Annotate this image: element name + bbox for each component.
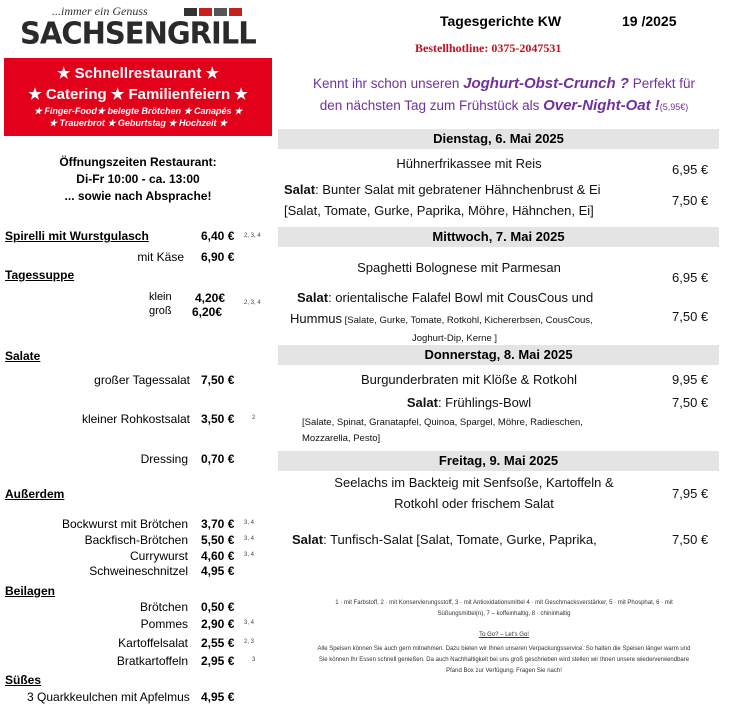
menu-beilagen-item-price: 2,90 € xyxy=(201,617,235,631)
menu-ausserdem-item-name: Schweineschnitzel xyxy=(89,564,188,578)
menu-beilagen-item-name: Kartoffelsalat xyxy=(118,636,188,650)
menu-ausserdem-item-price: 4,60 € xyxy=(201,549,235,563)
day-salad xyxy=(292,532,597,547)
day-header: Donnerstag, 8. Mai 2025 xyxy=(278,345,719,365)
day-dish-price: 7,95 € xyxy=(672,486,709,501)
menu-suesses-item-price: 4,95 € xyxy=(201,690,235,704)
menu-kaese-price: 6,90 € xyxy=(201,250,235,264)
togo-note-line: Sie können Ihr Essen schnell genießen. Da auch Nachhaltigkeit bei uns groß geschrieben wird stellen wir Ihnen unsere wiederverwendbare xyxy=(318,657,690,663)
opening-hours-time: Di-Fr 10:00 - ca. 13:00 xyxy=(76,172,200,186)
menu-beilagen-item-name: Brötchen xyxy=(139,600,188,614)
menu-tagessuppe-klein-price: 4,20€ xyxy=(195,291,226,305)
menu-tagessuppe-heading: Tagessuppe xyxy=(5,268,75,282)
day-header: Mittwoch, 7. Mai 2025 xyxy=(278,227,719,247)
menu-ausserdem-item-name: Backfisch-Brötchen xyxy=(84,533,188,547)
day-header: Freitag, 9. Mai 2025 xyxy=(278,451,719,471)
menu-tagessuppe-gross: groß xyxy=(149,305,172,317)
menu-ausserdem-item-price: 5,50 € xyxy=(201,533,235,547)
day-salad-ingredients-cont xyxy=(302,429,380,444)
togo-heading: To Go? – Let's Go! xyxy=(479,632,529,638)
day-dish: Burgunderbraten mit Klöße & Rotkohl xyxy=(360,372,578,387)
menu-suesses-item-name: 3 Quarkkeulchen mit Apfelmus xyxy=(27,690,190,704)
day-dish-price: 9,95 € xyxy=(672,372,709,387)
day-dish-line-2: Rotkohl oder frischem Salat xyxy=(394,496,554,511)
menu-ausserdem-item-allergens: 3, 4 xyxy=(244,552,255,558)
promo-part-1: Kennt ihr schon unseren xyxy=(313,76,464,91)
services-line-3: ★ Finger-Food★ belegte Brötchen ★ Canapés ★ xyxy=(33,106,243,116)
day-salad-ingredients-cont xyxy=(412,329,497,344)
day-dish: Spaghetti Bolognese mit Parmesan xyxy=(357,260,561,275)
day-dish-line-1: Seelachs im Backteig mit Senfsoße, Kartoffeln & xyxy=(334,475,614,490)
menu-beilagen-item-allergens: 3, 4 xyxy=(244,620,255,626)
opening-hours-title: Öffnungszeiten Restaurant: xyxy=(59,155,217,169)
menu-tagessuppe-klein: klein xyxy=(149,291,172,303)
page-title: Tagesgerichte KW xyxy=(440,13,562,29)
day-salad-price: 7,50 € xyxy=(672,309,709,324)
day-salad-ingredients-part: Joghurt-Dip, Kerne ] xyxy=(412,333,498,344)
menu-salate-item-name: Dressing xyxy=(140,452,188,466)
day-salad-ingredients xyxy=(302,413,583,428)
menu-beilagen-heading: Beilagen xyxy=(5,584,56,598)
day-salad-label: Salat xyxy=(284,182,316,197)
menu-salate-item-price: 7,50 € xyxy=(201,373,235,387)
menu-salate-item-name: großer Tagessalat xyxy=(94,373,190,387)
day-salad-text: : Bunter Salat mit gebratener Hähnchenbrust & Ei xyxy=(315,182,601,197)
allergen-legend-line: Süßungsmittel(n), 7 – koffeinhaltig, 8 · chininhaltig xyxy=(437,611,571,617)
menu-salate-item-allergens: 2 xyxy=(252,415,256,421)
day-salad-price: 7,50 € xyxy=(672,532,709,547)
togo-note-line: Alle Speisen können Sie auch gern mitnehmen. Dazu bieten wir Ihnen unseren Verpackungsservice. So halten die Speisen länger warm und xyxy=(317,646,691,652)
menu-spirelli-name: Spirelli mit Wurstgulasch xyxy=(5,229,149,243)
menu-beilagen-item-name: Pommes xyxy=(140,617,188,631)
day-salad-ingredients-part: [Salate, Gurke, Tomate, Rotkohl, Kichererbsen, CousCous, xyxy=(342,315,593,326)
menu-beilagen-item-name: Bratkartoffeln xyxy=(116,654,188,668)
menu-kaese-name: mit Käse xyxy=(137,250,184,264)
menu-ausserdem-item-price: 4,95 € xyxy=(201,564,235,578)
menu-spirelli-allergens: 2, 3, 4 xyxy=(244,233,261,239)
day-salad xyxy=(284,182,601,197)
menu-beilagen-item-allergens: 2, 3 xyxy=(244,639,255,645)
promo-product-1: Joghurt-Obst-Crunch ? xyxy=(463,75,629,92)
promo-text xyxy=(284,73,724,118)
promo-product-2: Over-Night-Oat ! xyxy=(543,97,660,114)
order-hotline: Bestellhotline: 0375-2047531 xyxy=(415,41,562,55)
logo-brand: SACHSENGRILL xyxy=(20,15,256,51)
opening-hours xyxy=(4,154,272,205)
day-salad-ingredients-part: Mozzarella, Pesto] xyxy=(302,433,381,444)
day-salad-ingredients xyxy=(290,311,593,326)
day-salad xyxy=(297,290,593,305)
day-dish-price: 6,95 € xyxy=(672,270,709,285)
day-dish-price: 6,95 € xyxy=(672,162,709,177)
togo-note xyxy=(284,644,724,677)
day-salad-price: 7,50 € xyxy=(672,395,709,410)
menu-ausserdem-item-allergens: 3, 4 xyxy=(244,536,255,542)
menu-salate-item-name: kleiner Rohkostsalat xyxy=(81,412,190,426)
menu-ausserdem-heading: Außerdem xyxy=(5,487,65,501)
promo-part-3: den nächsten Tag zum Frühstück als xyxy=(319,98,544,113)
promo-price: (5,95€) xyxy=(659,102,689,112)
day-salad-label: Salat xyxy=(292,532,324,547)
services-line-2: ★ Catering ★ Familienfeiern ★ xyxy=(28,86,248,103)
logo-slogan: ...immer ein Genuss xyxy=(52,4,148,18)
menu-beilagen-item-allergens: 3 xyxy=(252,657,256,663)
menu-beilagen-item-price: 0,50 € xyxy=(201,600,235,614)
menu-ausserdem-item-price: 3,70 € xyxy=(201,517,235,531)
menu-ausserdem-item-name: Bockwurst mit Brötchen xyxy=(61,517,188,531)
day-salad-text: : orientalische Falafel Bowl mit CousCous und xyxy=(328,290,594,305)
day-dish: Hühnerfrikassee mit Reis xyxy=(396,156,542,171)
promo-part-2: Perfekt für xyxy=(628,76,695,91)
togo-note-line: Pfand Box zur Verfügung. Fragen Sie nach! xyxy=(446,668,562,674)
menu-beilagen-item-price: 2,95 € xyxy=(201,654,235,668)
logo xyxy=(8,4,258,52)
menu-tagessuppe-allergens: 2, 3, 4 xyxy=(244,300,261,306)
services-line-1: ★ Schnellrestaurant ★ xyxy=(57,65,219,82)
menu-tagessuppe-gross-price: 6,20€ xyxy=(192,305,223,319)
menu-salate-item-price: 0,70 € xyxy=(201,452,235,466)
menu-salate-heading: Salate xyxy=(5,349,41,363)
menu-suesses-heading: Süßes xyxy=(5,673,42,687)
week-number: 19 /2025 xyxy=(622,13,677,29)
day-salad-ingredients-part: [Salate, Spinat, Granatapfel, Quinoa, Spargel, Möhre, Radieschen, xyxy=(302,417,583,428)
day-salad-label: Salat xyxy=(297,290,329,305)
menu-ausserdem-item-name: Currywurst xyxy=(129,549,188,563)
allergen-legend xyxy=(284,598,724,620)
services-banner xyxy=(4,58,272,136)
services-line-4: ★ Trauerbrot ★ Geburtstag ★ Hochzeit ★ xyxy=(48,118,228,128)
opening-hours-note: ... sowie nach Absprache! xyxy=(64,189,212,203)
menu-salate-item-price: 3,50 € xyxy=(201,412,235,426)
day-salad-text: Hummus xyxy=(290,311,343,326)
day-salad-text: : Frühlings-Bowl xyxy=(437,395,532,410)
menu-spirelli-price: 6,40 € xyxy=(201,229,235,243)
day-salad-label: Salat xyxy=(406,395,438,410)
day-header: Dienstag, 6. Mai 2025 xyxy=(278,129,719,149)
menu-ausserdem-item-allergens: 3, 4 xyxy=(244,520,255,526)
day-salad xyxy=(284,395,654,410)
day-salad-price: 7,50 € xyxy=(672,193,709,208)
allergen-legend-line: 1 · mit Farbstoff, 2 · mit Konservierungsstoff, 3 · mit Antioxidationsmittel 4 · mit Geschmacksverstärker, 5 · mit Phosphat, 6 · mit xyxy=(335,600,673,606)
menu-beilagen-item-price: 2,55 € xyxy=(201,636,235,650)
day-salad-ingredients: [Salat, Tomate, Gurke, Paprika, Möhre, Hähnchen, Ei] xyxy=(284,203,594,218)
day-salad-text: : Tunfisch-Salat [Salat, Tomate, Gurke, Paprika, xyxy=(323,532,597,547)
